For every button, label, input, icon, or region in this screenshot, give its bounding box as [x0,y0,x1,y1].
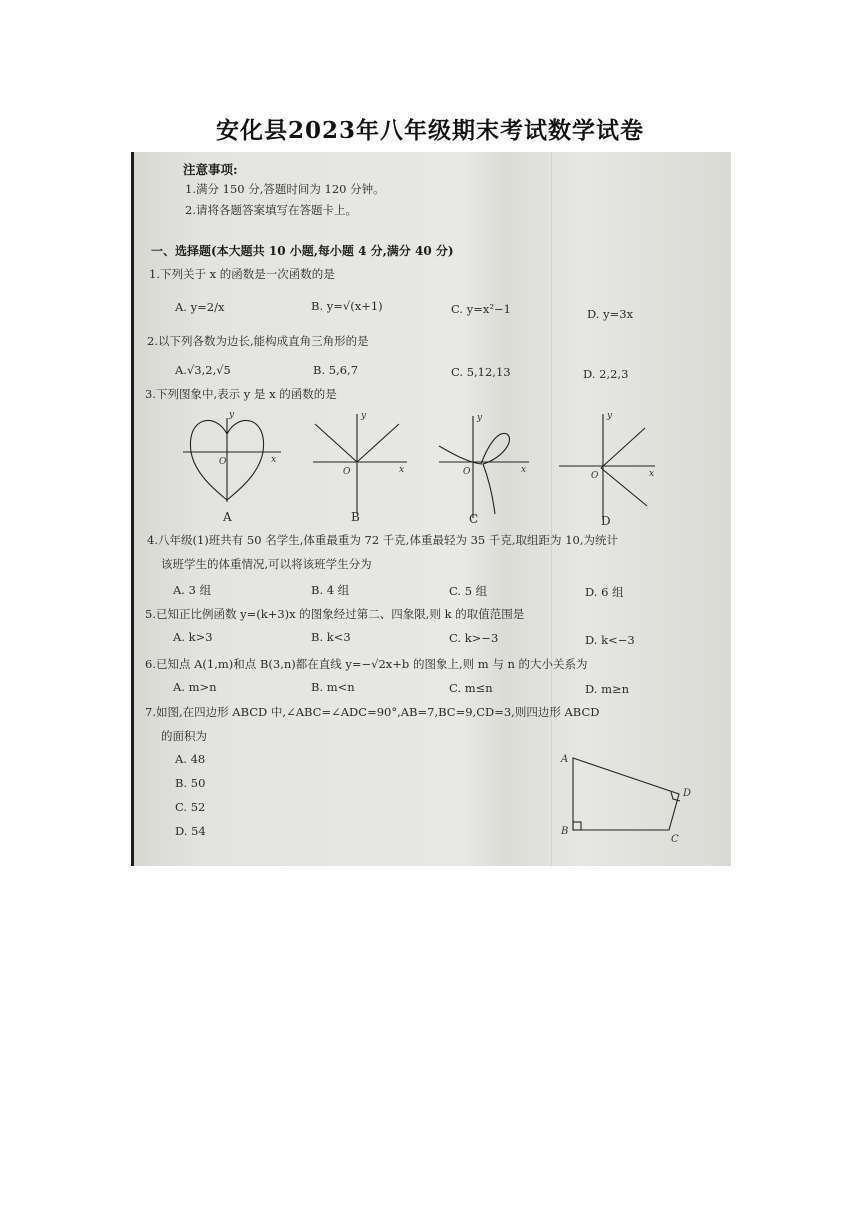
graph-caption: A [223,510,232,524]
question-stem: 2.以下列各数为边长,能构成直角三角形的是 [147,334,369,348]
option: D. k<−3 [585,633,635,647]
note-item: 2.请将各题答案填写在答题卡上。 [185,203,357,217]
option: C. m≤n [449,681,493,695]
option: B. 5,6,7 [313,363,359,377]
graph-caption: C [469,512,479,526]
exam-photo [131,152,731,866]
option: B. 50 [175,776,206,790]
question-stem-cont: 该班学生的体重情况,可以将该班学生分为 [161,557,372,571]
origin-label: O [591,471,599,481]
graph-d [559,414,655,520]
option: B. m<n [311,680,355,694]
option: A.√3,2,√5 [175,363,231,377]
vertex-label: D [683,788,692,799]
axis-label: y [607,411,613,421]
graph-c [439,416,529,518]
vertex-label: C [671,834,679,842]
option: A. 3 组 [173,583,212,597]
vertex-label: A [561,754,569,765]
question-stem: 1.下列关于 x 的函数是一次函数的是 [149,267,335,281]
option: C. 5 组 [449,584,488,598]
note-item: 1.满分 150 分,答题时间为 120 分钟。 [185,182,385,196]
option: A. m>n [173,680,217,694]
axis-label: x [649,469,655,479]
option: D. 54 [175,824,206,838]
question-stem: 5.已知正比例函数 y=(k+3)x 的图象经过第二、四象限,则 k 的取值范围是 [145,607,525,621]
option: A. k>3 [173,630,213,644]
question-stem: 7.如图,在四边形 ABCD 中,∠ABC=∠ADC=90°,AB=7,BC=9,CD=3,则四边形 ABCD [145,705,600,719]
question-stem: 4.八年级(1)班共有 50 名学生,体重最重为 72 千克,体重最轻为 35 千克,取组距为 10,为统计 [147,533,619,547]
origin-label: O [343,467,351,477]
option: C. 5,12,13 [451,365,511,379]
vertex-label: B [561,826,569,837]
question-stem-cont: 的面积为 [161,729,207,743]
option: A. y=2/x [175,300,225,314]
origin-label: O [463,467,471,477]
option: A. 48 [175,752,206,766]
graph-caption: D [601,514,611,528]
question-stem: 6.已知点 A(1,m)和点 B(3,n)都在直线 y=−√2x+b 的图象上,则 m 与 n 的大小关系为 [145,657,588,671]
axis-label: x [271,455,277,465]
graph-caption: B [351,510,360,524]
axis-label: y [361,411,367,421]
option: C. 52 [175,800,206,814]
question-stem: 3.下列图象中,表示 y 是 x 的函数的是 [145,387,337,401]
notes-heading: 注意事项: [183,162,238,177]
origin-label: O [219,457,227,467]
option: D. 2,2,3 [583,367,629,381]
option: D. 6 组 [585,585,624,599]
graph-b [313,414,407,514]
option: D. y=3x [587,307,634,321]
graph-a [183,418,281,502]
option: C. y=x²−1 [451,302,511,316]
axis-label: x [521,465,527,475]
axis-label: y [229,410,235,420]
axis-label: x [399,465,405,475]
option: D. m≥n [585,682,630,696]
axis-label: y [477,413,483,423]
option: B. y=√(x+1) [311,299,383,313]
section-heading: 一、选择题(本大题共 10 小题,每小题 4 分,满分 40 分) [151,244,454,258]
option: B. 4 组 [311,583,350,597]
option: B. k<3 [311,630,351,644]
function-graphs [131,402,731,532]
page-title: 安化县2023年八年级期末考试数学试卷 [215,117,644,144]
option: C. k>−3 [449,631,499,645]
quadrilateral-figure [551,748,701,842]
